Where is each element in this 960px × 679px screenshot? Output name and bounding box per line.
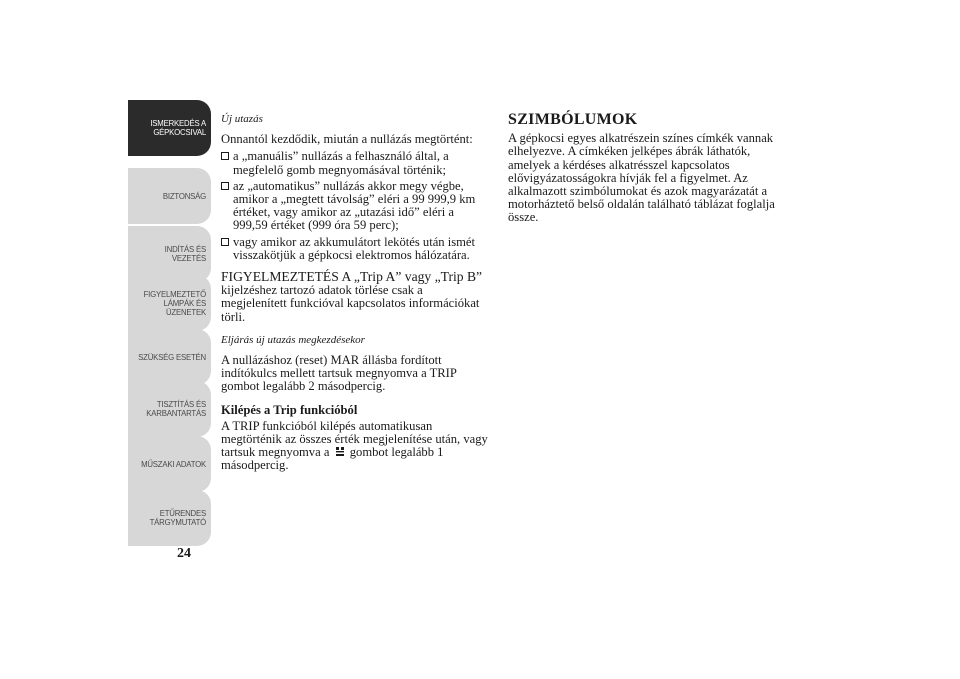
tab-label: TISZTÍTÁS ÉS KARBANTARTÁS <box>146 400 206 418</box>
warning-paragraph <box>221 270 489 324</box>
list-item <box>221 236 489 262</box>
bullet-text: az „automatikus” nullázás akkor megy végbe, amikor a „megtett távolság” eléri a 99 999,9 km értéket, vagy amikor az „utazási idő” eléri a 999,59 értéket (999 óra 59 perc); <box>233 178 476 233</box>
section-title: SZIMBÓLUMOK <box>508 111 638 128</box>
bullet-box-icon <box>221 152 229 160</box>
tab-label: FIGYELMEZTETŐ LÁMPÁK ÉS ÜZENETEK <box>143 289 206 317</box>
exit-text-after: gombot legalább 1 másodpercig. <box>221 445 444 473</box>
left-column <box>221 113 489 477</box>
symbols-text: A gépkocsi egyes alkatrészein színes címkék vannak elhelyezve. A címkéken jelképes ábrák láthatók, amelyek a kérdéses alkatrésszel kapcsolatos elővigyázatosságokra hívják fel a figyelmet. Az alkalmazott szimbólumokat és azok magyarázatát a motorháztető belső oldalán található táblázat foglalja össze. <box>508 131 775 225</box>
tab-label: SZÜKSÉG ESETÉN <box>138 352 206 362</box>
tab-targymutato[interactable] <box>128 490 211 546</box>
exit-text <box>221 420 489 473</box>
tab-inditas[interactable] <box>128 226 211 282</box>
warning-caps: FIGYELMEZTETÉS A „Trip A” vagy „Trip B” <box>221 269 483 285</box>
right-column <box>508 113 776 229</box>
tab-muszaki[interactable] <box>128 436 211 492</box>
tab-szukseg[interactable] <box>128 329 211 385</box>
subheading-new-trip: Új utazás <box>221 113 263 125</box>
tab-label: ETŰRENDES TÁRGYMUTATÓ <box>149 509 206 527</box>
bullet-box-icon <box>221 182 229 190</box>
tab-tisztitas[interactable] <box>128 381 211 437</box>
bullet-text: vagy amikor az akkumulátort lekötés után ismét visszakötjük a gépkocsi elektromos hálózatára. <box>233 234 476 262</box>
bullet-text: a „manuális” nullázás a felhasználó által, a megfelelő gomb megnyomásával történik; <box>233 149 449 177</box>
list-item <box>221 150 489 176</box>
exit-heading: Kilépés a Trip funkcióból <box>221 402 358 417</box>
tab-label: INDÍTÁS ÉS VEZETÉS <box>164 245 206 263</box>
tab-biztonsag[interactable] <box>128 168 211 224</box>
tab-label: BIZTONSÁG <box>162 191 206 201</box>
bullet-box-icon <box>221 238 229 246</box>
list-item <box>221 180 489 233</box>
tab-label: ISMERKEDÉS A GÉPKOCSIVAL <box>150 119 206 137</box>
intro-text: Onnantól kezdődik, miután a nullázás megtörtént: <box>221 132 473 147</box>
procedure-text: A nullázáshoz (reset) MAR állásba fordított indítókulcs mellett tartsuk megnyomva a TRIP gombot legalább 2 másodpercig. <box>221 353 457 394</box>
warning-text: kijelzéshez tartozó adatok törlése csak a megjelenített funkcióval kapcsolatos információkat törli. <box>221 283 480 324</box>
page-number: 24 <box>177 546 191 561</box>
tab-label: MŰSZAKI ADATOK <box>141 459 206 469</box>
exit-text-before: A TRIP funkcióból kilépés automatikusan megtörténik az összes érték megjelenítése után, vagy tartsuk megnyomva a <box>221 418 488 460</box>
tab-ismerkedes[interactable] <box>128 100 211 156</box>
tab-figyelmezteto[interactable] <box>128 275 211 331</box>
subheading-procedure: Eljárás új utazás megkezdésekor <box>221 333 365 346</box>
trip-button-icon <box>335 446 345 457</box>
